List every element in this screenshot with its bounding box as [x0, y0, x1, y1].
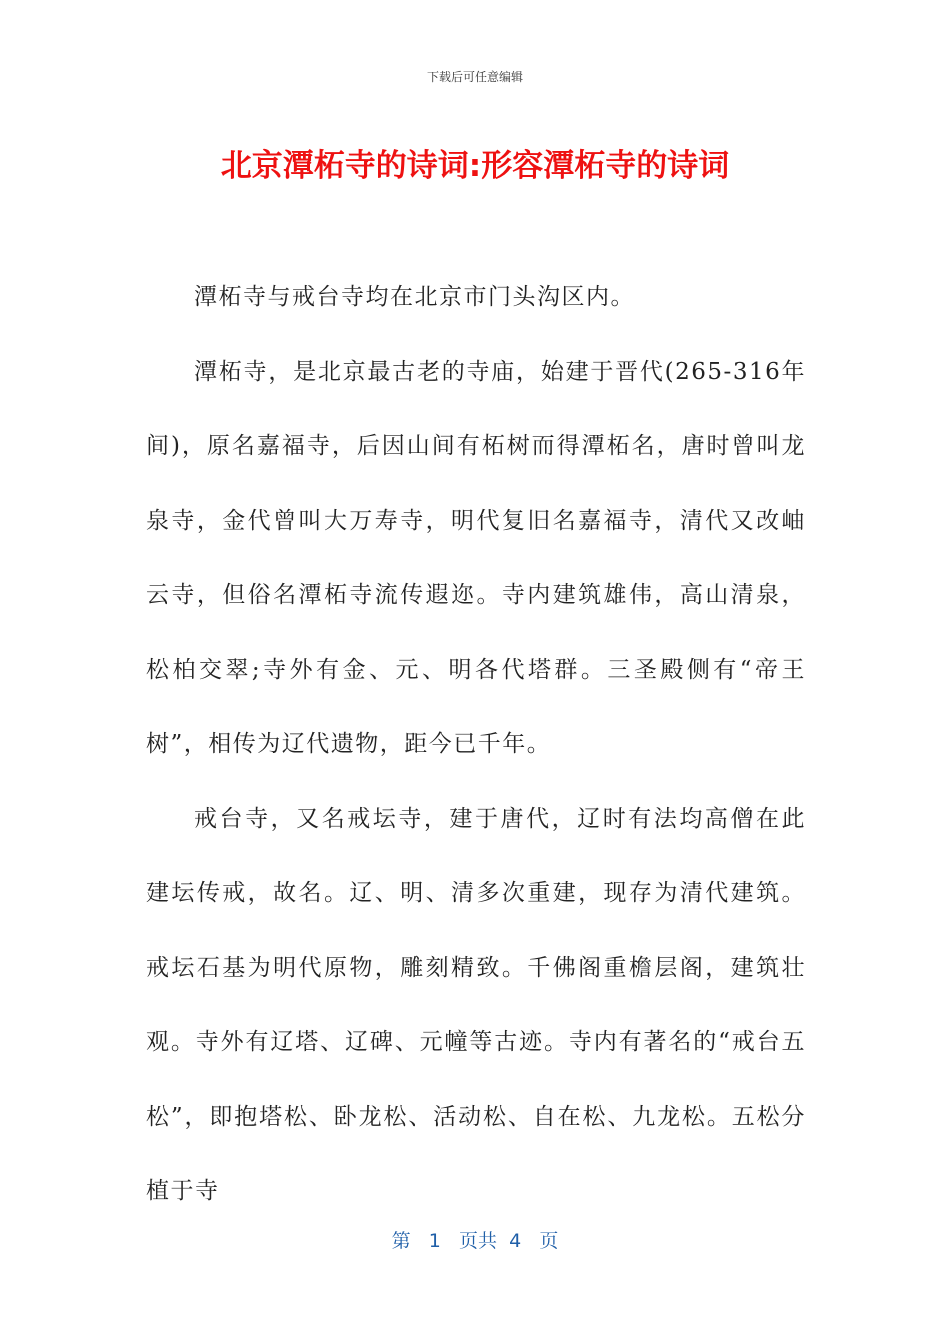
page-prefix: 第 [391, 1230, 411, 1252]
document-body [146, 260, 806, 1229]
document-title: 北京潭柘寺的诗词:形容潭柘寺的诗词 [220, 148, 730, 184]
paragraph-3: 戒台寺，又名戒坛寺，建于唐代，辽时有法均高僧在此建坛传戒，故名。辽、明、清多次重建，现存为清代建筑。戒坛石基为明代原物，雕刻精致。千佛阁重檐层阁，建筑壮观。寺外有辽塔、辽碑、元幢等古迹。寺内有著名的“戒台五松”，即抱塔松、卧龙松、活动松、自在松、九龙松。五松分植于寺 [146, 805, 806, 1204]
paragraph-2: 潭柘寺，是北京最古老的寺庙，始建于晋代(265-316年间)，原名嘉福寺，后因山间有柘树而得潭柘名，唐时曾叫龙泉寺，金代曾叫大万寿寺，明代复旧名嘉福寺，清代又改岫云寺，但俗名潭柘寺流传遐迩。寺内建筑雄伟，高山清泉，松柏交翠;寺外有金、元、明各代塔群。三圣殿侧有“帝王树”，相传为辽代遗物，距今已千年。 [146, 358, 806, 757]
page-footer [0, 1226, 950, 1253]
page-total: 4 [509, 1230, 522, 1252]
page-middle: 页共 [459, 1230, 498, 1252]
page-suffix: 页 [539, 1230, 559, 1252]
page-number: 1 [428, 1230, 441, 1252]
paragraph-1: 潭柘寺与戒台寺均在北京市门头沟区内。 [194, 284, 635, 310]
header-note: 下载后可任意编辑 [426, 70, 523, 84]
